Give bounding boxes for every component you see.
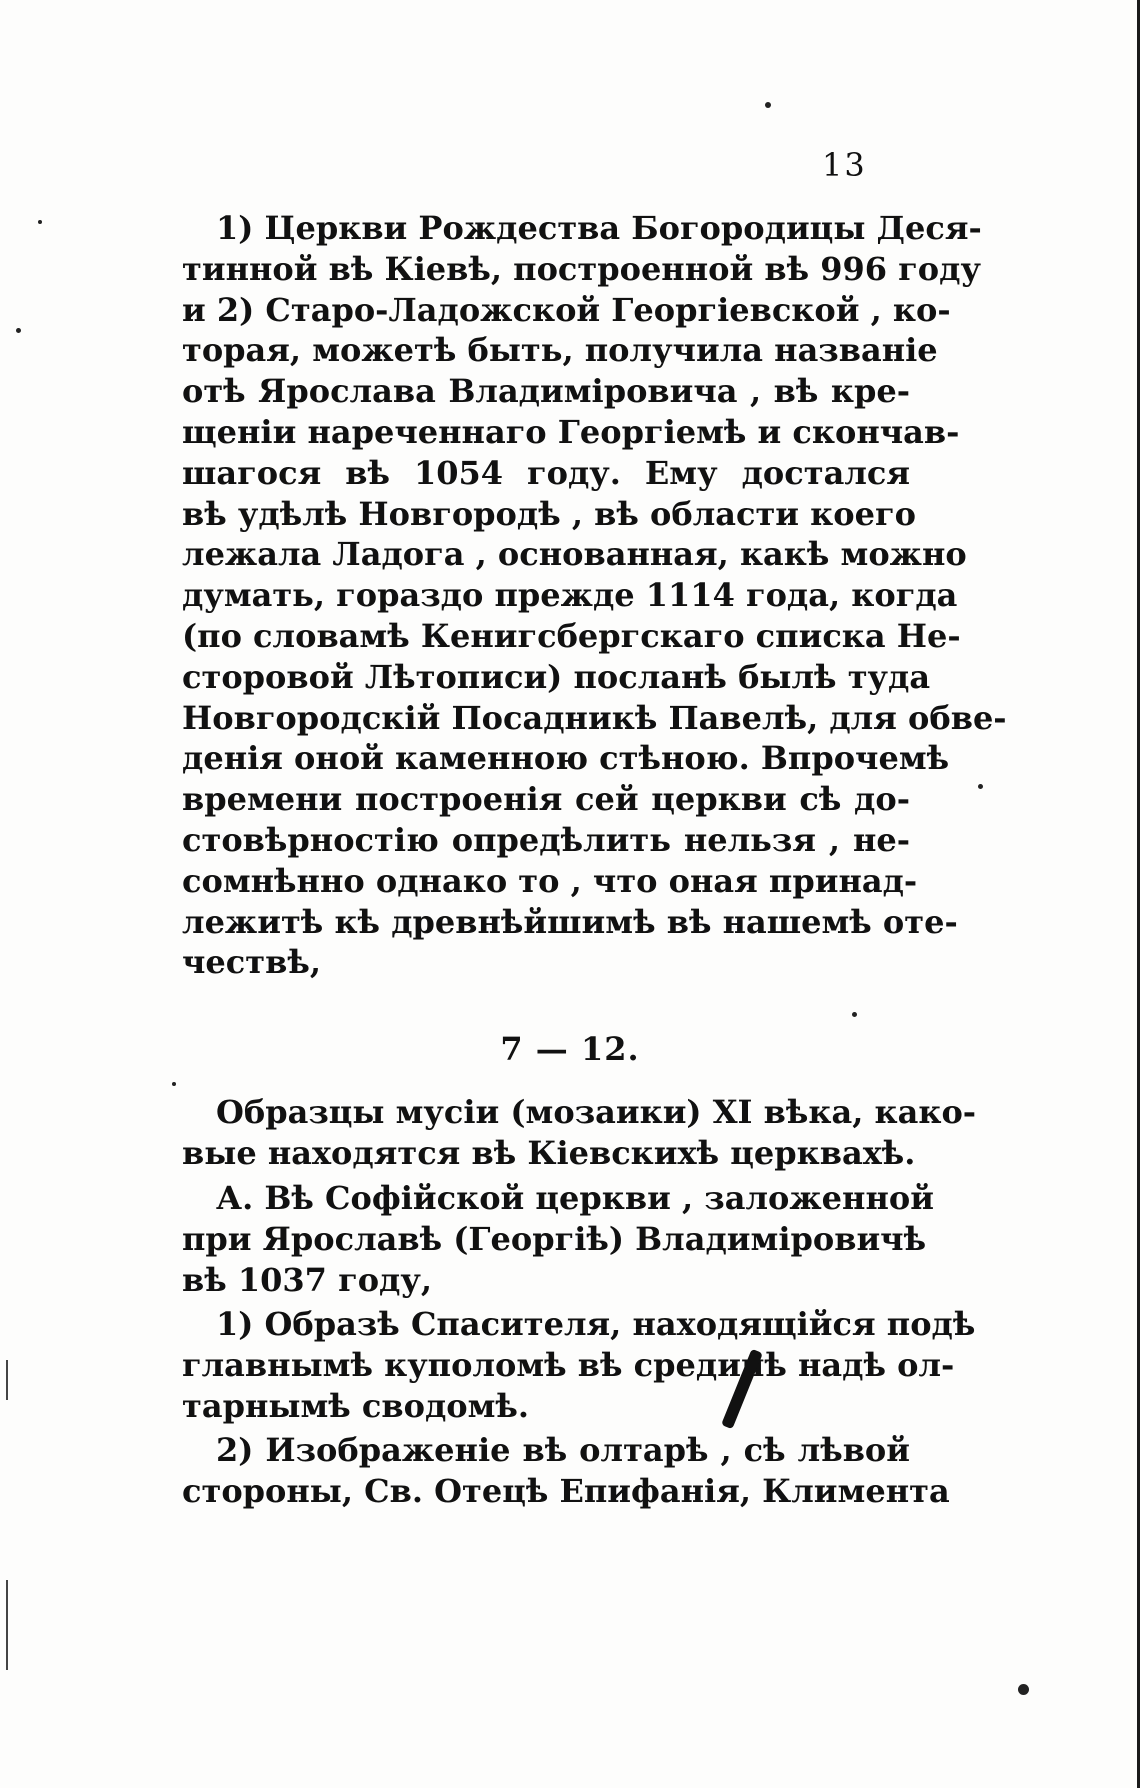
text-line: Новгородскій Посадникѣ Павелѣ, для обве-	[182, 698, 1007, 737]
text-line: 1) Образѣ Спасителя, находящійся подѣ	[216, 1305, 976, 1343]
text-line: главнымѣ куполомѣ вѣ срединѣ надѣ ол-	[182, 1345, 955, 1384]
text-line: сомнѣнно однако то , что оная принад-	[182, 861, 918, 900]
text-line: чествѣ,	[182, 943, 321, 982]
text-line: торая, можетѣ быть, получила названіе	[182, 331, 938, 370]
text-line: стовѣрностію опредѣлить нельзя , не-	[182, 820, 910, 859]
text-line: 1) Церкви Рождества Богородицы Деся-	[216, 209, 982, 247]
text-line: щеніи нареченнаго Георгіемѣ и скончав-	[182, 412, 960, 451]
ink-speck	[16, 328, 21, 333]
text-line: и 2) Старо-Ладожской Георгіевской , ко-	[182, 290, 951, 329]
text-line: денія оной каменною стѣною. Впрочемѣ	[182, 739, 950, 778]
text-line: лежала Ладога , основанная, какѣ можно	[182, 535, 967, 574]
text-line: лежитѣ кѣ древнѣйшимѣ вѣ нашемѣ оте-	[182, 902, 958, 941]
ink-speck	[1018, 1684, 1029, 1695]
text-line: сторовой Лѣтописи) посланѣ былѣ туда	[182, 657, 931, 696]
margin-tick	[6, 1580, 8, 1670]
text-line: отѣ Ярослава Владиміровича , вѣ кре-	[182, 372, 910, 411]
ink-speck	[978, 784, 983, 789]
paragraph-churches	[182, 208, 1007, 983]
text-line: вые находятся вѣ Кіевскихѣ церквахѣ.	[182, 1133, 916, 1172]
paragraph-sophia-church	[182, 1178, 934, 1300]
text-line: шагося вѣ 1054 году. Ему достался	[182, 453, 910, 492]
text-line: думать, гораздо прежде 1114 года, когда	[182, 576, 958, 615]
text-line: А. Вѣ Софійской церкви , заложенной	[216, 1179, 934, 1217]
ink-speck	[38, 220, 42, 224]
text-line: при Ярославѣ (Георгіѣ) Владиміровичѣ	[182, 1219, 927, 1258]
text-line: тинной вѣ Кіевѣ, построенной вѣ 996 году	[182, 249, 981, 288]
margin-tick	[6, 1360, 8, 1400]
text-line: тарнымѣ сводомѣ.	[182, 1386, 530, 1425]
text-line: Образцы мусіи (мозаики) XI вѣка, како-	[216, 1093, 977, 1131]
ink-speck	[765, 102, 771, 108]
paragraph-mosaics-title	[182, 1092, 977, 1174]
text-line: времени построенія сей церкви сѣ до-	[182, 780, 910, 819]
paragraph-savior-image	[182, 1304, 976, 1426]
ink-speck	[172, 1082, 176, 1086]
text-line: стороны, Св. Отецѣ Епифанія, Климента	[182, 1471, 950, 1510]
text-line: вѣ 1037 году,	[182, 1260, 432, 1299]
text-line: (по словамѣ Кенигсбергскаго списка Не-	[182, 616, 961, 655]
ink-speck	[852, 1012, 857, 1017]
section-heading: 7 — 12.	[500, 1030, 640, 1068]
page-number: 13	[822, 146, 867, 184]
text-line: 2) Изображеніе вѣ олтарѣ , сѣ лѣвой	[216, 1431, 910, 1469]
paragraph-altar-image	[182, 1430, 950, 1512]
text-line: вѣ удѣлѣ Новгородѣ , вѣ области коего	[182, 494, 916, 533]
